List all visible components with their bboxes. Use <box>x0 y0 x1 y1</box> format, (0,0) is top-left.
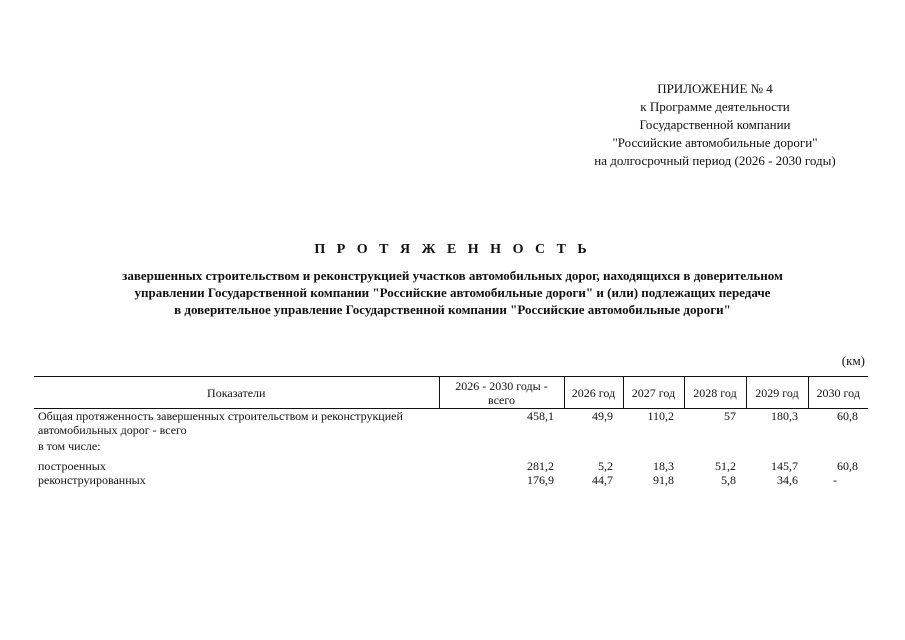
header-2028: 2028 год <box>684 377 746 409</box>
cell-2028: 5,8 <box>721 473 736 487</box>
table-header-row <box>34 377 868 409</box>
table-row <box>34 473 868 487</box>
appendix-line-2: к Программе деятельности <box>640 99 790 114</box>
appendix-line-5: на долгосрочный период (2026 - 2030 годы) <box>594 153 836 168</box>
header-2027: 2027 год <box>623 377 684 409</box>
cell-2029: 34,6 <box>777 473 798 487</box>
subtitle-line-1: завершенных строительством и реконструкцией участков автомобильных дорог, находящихся в доверительном <box>122 268 783 283</box>
cell-2030: - <box>833 473 837 487</box>
cell-2027: 110,2 <box>647 409 674 423</box>
units-label: (км) <box>841 353 865 368</box>
cell-2028: 57 <box>724 409 736 423</box>
cell-2028: 51,2 <box>715 459 736 473</box>
cell-2026: 49,9 <box>592 409 613 423</box>
cell-2026: 5,2 <box>598 459 613 473</box>
cell-2027: 18,3 <box>653 459 674 473</box>
cell-total: 458,1 <box>527 409 554 423</box>
row-label: в том числе: <box>38 439 101 453</box>
appendix-header <box>565 80 865 170</box>
length-table <box>34 376 868 487</box>
header-indicator: Показатели <box>34 377 439 409</box>
appendix-line-4: "Российские автомобильные дороги" <box>612 135 818 150</box>
header-2030: 2030 год <box>808 377 868 409</box>
cell-2027: 91,8 <box>653 473 674 487</box>
cell-2029: 145,7 <box>771 459 798 473</box>
subtitle-line-3: в доверительное управление Государственной компании "Российские автомобильные дороги" <box>174 302 731 317</box>
cell-2030: 60,8 <box>837 459 858 473</box>
subtitle-line-2: управлении Государственной компании "Российские автомобильные дороги" и (или) подлежащих передаче <box>134 285 771 300</box>
cell-2029: 180,3 <box>771 409 798 423</box>
row-label: построенных <box>38 459 106 473</box>
table-row <box>34 439 868 459</box>
row-label: реконструированных <box>38 473 146 487</box>
cell-total: 281,2 <box>527 459 554 473</box>
table-row <box>34 409 868 440</box>
header-2029: 2029 год <box>746 377 808 409</box>
header-total: 2026 - 2030 годы - всего <box>439 377 564 409</box>
cell-2030: 60,8 <box>837 409 858 423</box>
header-2026: 2026 год <box>564 377 623 409</box>
table-row <box>34 459 868 473</box>
document-title: П Р О Т Я Ж Е Н Н О С Т Ь <box>314 242 591 257</box>
appendix-number: ПРИЛОЖЕНИЕ № 4 <box>657 81 773 96</box>
document-subtitle <box>40 267 865 318</box>
appendix-line-3: Государственной компании <box>639 117 791 132</box>
cell-total: 176,9 <box>527 473 554 487</box>
row-label: Общая протяженность завершенных строительством и реконструкцией автомобильных дорог - всего <box>38 409 403 437</box>
cell-2026: 44,7 <box>592 473 613 487</box>
